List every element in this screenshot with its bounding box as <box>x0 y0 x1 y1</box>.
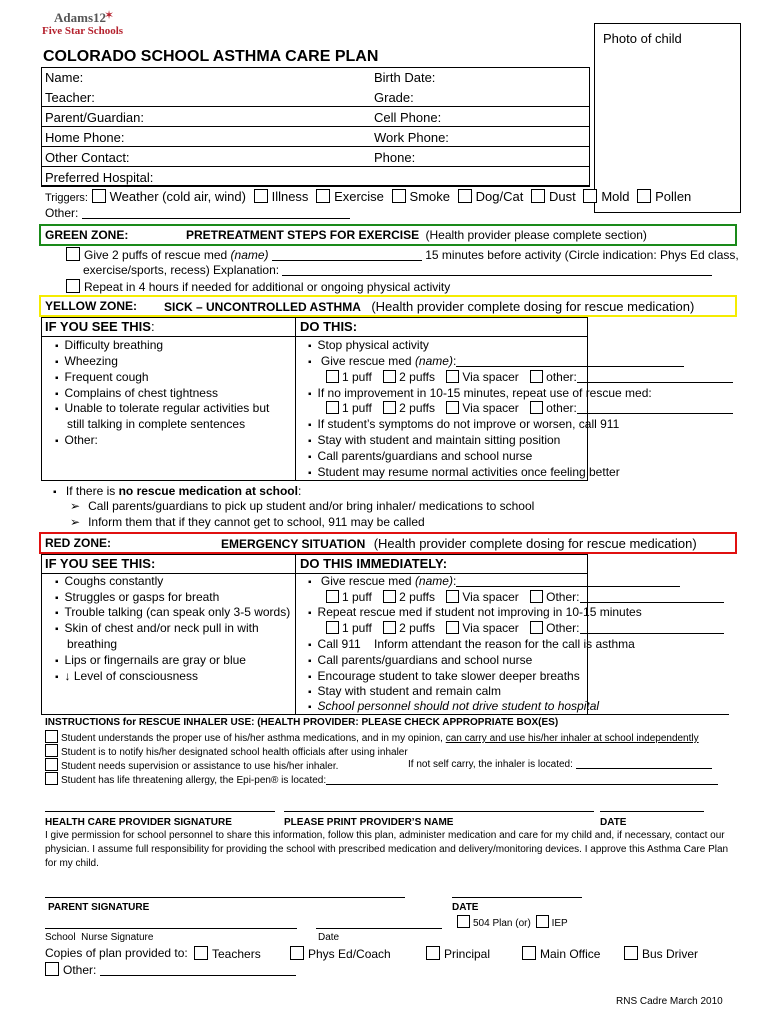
trigger-mold: Mold <box>601 189 630 204</box>
logo <box>40 10 140 42</box>
green-zone-title-row <box>186 228 647 243</box>
checkbox-2-puffs[interactable] <box>383 621 396 634</box>
checkbox-epipen[interactable] <box>45 772 58 785</box>
checkbox-2-puffs[interactable] <box>383 401 396 414</box>
red-2-puffs: 2 puffs <box>399 621 435 635</box>
logo-tagline: Five Star Schools <box>42 25 124 37</box>
checkbox-2-puffs[interactable] <box>383 370 396 383</box>
checkbox-pretreat[interactable] <box>66 247 80 261</box>
red-givemed-colon: : <box>452 574 457 588</box>
checkbox-teachers[interactable] <box>194 946 208 960</box>
provider-date-label: DATE <box>600 817 627 828</box>
grade-label[interactable]: Grade: <box>374 90 414 105</box>
name-label[interactable]: Name: <box>45 70 84 85</box>
footer-text: RNS Cadre March 2010 <box>616 996 723 1007</box>
red-other: Other: <box>546 621 580 635</box>
red-see-item-cont: breathing <box>67 637 118 651</box>
hospital-label[interactable]: Preferred Hospital: <box>45 170 154 185</box>
yellow-do-item: ▪ Student may resume normal activities once feeling better <box>308 465 620 481</box>
instruction-option-1 <box>45 730 699 745</box>
yellow-2-puffs: 2 puffs <box>399 401 435 415</box>
epipen-location-field[interactable] <box>326 774 718 785</box>
copies-teachers-label: Teachers <box>212 947 261 961</box>
nurse-date-label: Date <box>318 932 340 943</box>
checkbox-1-puff[interactable] <box>326 621 339 634</box>
copies-principal-label: Principal <box>444 947 491 961</box>
red-do-item-givemed <box>308 574 680 590</box>
checkbox-main-office[interactable] <box>522 946 536 960</box>
red-see-item: ▪ Struggles or gasps for breath <box>55 590 219 606</box>
yellow-zone-title-row <box>164 298 694 316</box>
instruction-option-2 <box>45 744 408 759</box>
checkbox-copies-other[interactable] <box>45 962 59 976</box>
instruction-4-text: Student has life threatening allergy, the Epi-pen® is located: <box>61 775 327 786</box>
copies-bus-driver <box>624 946 698 962</box>
red-dose-row-2 <box>326 621 724 636</box>
cell-phone-label[interactable]: Cell Phone: <box>374 110 442 125</box>
red-do-item-italic: ▪ School personnel should not drive student to hospital <box>308 699 599 715</box>
copies-other-label: Other: <box>63 963 97 977</box>
triggers-other-field[interactable] <box>82 206 350 219</box>
trigger-dogcat: Dog/Cat <box>475 189 524 204</box>
provider-signature-label: HEALTH CARE PROVIDER SIGNATURE <box>45 817 232 828</box>
yellow-other: other: <box>546 401 577 415</box>
green-line1 <box>66 247 739 263</box>
red-via-spacer: Via spacer <box>462 590 519 604</box>
no-rescue-colon: : <box>297 484 302 498</box>
yellow-see-item: ▪ Complains of chest tightness <box>55 386 218 402</box>
green-med-field[interactable] <box>272 248 422 261</box>
red-other-field[interactable] <box>580 621 724 634</box>
red-see-item: ▪ Trouble talking (can speak only 3-5 words) <box>55 605 290 621</box>
red-med-field[interactable] <box>456 574 680 587</box>
work-phone-label[interactable]: Work Phone: <box>374 130 449 145</box>
checkbox-carry-independently[interactable] <box>45 730 58 743</box>
copies-principal <box>426 946 490 962</box>
yellow-see-header-colon: : <box>150 319 155 334</box>
checkbox-mold[interactable] <box>583 189 597 203</box>
red-do-item: ▪ Call parents/guardians and school nurse <box>308 653 532 669</box>
nurse-signature-line[interactable] <box>45 928 297 929</box>
green-line3-text: Repeat in 4 hours if needed for additional or ongoing physical activity <box>84 280 451 294</box>
yellow-givemed-colon: : <box>452 354 457 368</box>
arrow-item-call-parents: ➢ Call parents/guardians to pick up student and/or bring inhaler/ medications to school <box>70 499 534 514</box>
instruction-1-text: Student understands the proper use of his/her asthma medications, and in my opinion, <box>61 733 446 744</box>
green-line1-text2: 15 minutes before activity (Circle indication: Phys Ed class, <box>425 248 739 262</box>
red-see-item: ▪ Coughs constantly <box>55 574 163 590</box>
yellow-zone-note: (Health provider complete dosing for rescue medication) <box>371 299 695 314</box>
yellow-do-header: DO THIS: <box>300 319 358 334</box>
yellow-other-field[interactable] <box>577 401 733 414</box>
no-rescue-text: If there is <box>65 484 116 498</box>
yellow-via-spacer: Via spacer <box>462 401 519 415</box>
yellow-givemed-text: Give rescue med <box>320 354 412 368</box>
yellow-do-item: ▪ Call parents/guardians and school nurse <box>308 449 532 465</box>
nurse-signature-label: School Nurse Signature <box>45 932 154 943</box>
green-zone-note: (Health provider please complete section) <box>425 228 647 242</box>
instruction-option-3 <box>45 758 338 773</box>
red-see-header: IF YOU SEE THIS: <box>45 556 156 571</box>
red-2-puffs: 2 puffs <box>399 590 435 604</box>
green-explanation-label: exercise/sports, recess) Explanation: <box>83 263 280 277</box>
yellow-other-field[interactable] <box>577 370 733 383</box>
yellow-do-item: ▪ Stay with student and maintain sitting position <box>308 433 560 449</box>
yellow-dose-row-2 <box>326 401 733 416</box>
parent-signature-label: PARENT SIGNATURE <box>48 902 150 913</box>
triggers-row <box>45 189 691 206</box>
yellow-do-item-givemed <box>308 354 684 370</box>
green-line2 <box>83 263 712 278</box>
nurse-date-line[interactable] <box>316 928 442 929</box>
photo-box[interactable] <box>594 23 741 213</box>
provider-signature-line[interactable] <box>45 811 275 812</box>
copies-teachers <box>194 946 261 962</box>
star-icon: ✶ <box>104 8 115 22</box>
yellow-1-puff: 1 puff <box>342 370 372 384</box>
yellow-do-item: ▪ If no improvement in 10-15 minutes, repeat use of rescue med: <box>308 386 652 402</box>
provider-name-label: PLEASE PRINT PROVIDER’S NAME <box>284 817 454 828</box>
trigger-exercise: Exercise <box>334 189 384 204</box>
yellow-via-spacer: Via spacer <box>462 370 519 384</box>
yellow-givemed-name: (name) <box>414 354 453 368</box>
checkbox-notify[interactable] <box>45 744 58 757</box>
home-phone-label[interactable]: Home Phone: <box>45 130 125 145</box>
info-box <box>41 67 590 187</box>
checkbox-repeat[interactable] <box>66 279 80 293</box>
copies-bus-driver-label: Bus Driver <box>642 947 699 961</box>
copies-main-office <box>522 946 600 962</box>
checkbox-other[interactable] <box>530 590 543 603</box>
trigger-weather: Weather (cold air, wind) <box>109 189 246 204</box>
copies-other <box>45 962 296 978</box>
checkbox-other[interactable] <box>530 621 543 634</box>
red-do-item: ▪ Stay with student and remain calm <box>308 684 501 700</box>
iep-label: IEP <box>551 918 568 929</box>
inhaler-location-label: If not self carry, the inhaler is located: <box>408 759 573 770</box>
yellow-dose-row-1 <box>326 370 733 385</box>
yellow-see-item-cont: still talking in complete sentences <box>67 417 246 431</box>
green-line1-name: (name) <box>230 248 269 262</box>
no-rescue-line <box>53 484 301 500</box>
red-dose-row-1 <box>326 590 724 605</box>
parent-label[interactable]: Parent/Guardian: <box>45 110 145 125</box>
red-see-item: ▪ Lips or fingernails are gray or blue <box>55 653 246 669</box>
red-other-field[interactable] <box>580 590 724 603</box>
other-contact-label[interactable]: Other Contact: <box>45 150 130 165</box>
yellow-see-header <box>45 319 155 334</box>
logo-org: Adams12 <box>54 10 107 25</box>
checkbox-principal[interactable] <box>426 946 440 960</box>
yellow-see-item: ▪ Other: <box>55 433 98 449</box>
yellow-do-item: ▪ If student’s symptoms do not improve or worsen, call 911 <box>308 417 619 433</box>
inhaler-location <box>408 758 712 771</box>
checkbox-iep[interactable] <box>536 915 549 928</box>
inhaler-location-field[interactable] <box>576 758 712 769</box>
page-title: COLORADO SCHOOL ASTHMA CARE PLAN <box>43 48 379 65</box>
checkbox-via-spacer[interactable] <box>446 590 459 603</box>
yellow-other: other: <box>546 370 577 384</box>
triggers-other <box>45 206 350 221</box>
red-do-header: DO THIS IMMEDIATELY: <box>300 556 448 571</box>
yellow-med-field[interactable] <box>456 354 684 367</box>
trigger-pollen: Pollen <box>655 189 692 204</box>
copies-other-field[interactable] <box>100 963 296 976</box>
provider-name-line[interactable] <box>284 811 594 812</box>
checkbox-1-puff[interactable] <box>326 370 339 383</box>
red-zone-note: (Health provider complete dosing for rescue medication) <box>373 536 697 551</box>
triggers-other-label: Other: <box>45 206 79 220</box>
instruction-option-4 <box>45 772 718 787</box>
checkbox-1-puff[interactable] <box>326 590 339 603</box>
checkbox-via-spacer[interactable] <box>446 621 459 634</box>
checkbox-phys-ed[interactable] <box>290 946 304 960</box>
yellow-see-item: ▪ Wheezing <box>55 354 118 370</box>
checkbox-other[interactable] <box>530 401 543 414</box>
green-explanation-field[interactable] <box>282 263 712 276</box>
green-line3 <box>66 279 450 295</box>
yellow-2-puffs: 2 puffs <box>399 370 435 384</box>
checkbox-weather[interactable] <box>92 189 106 203</box>
copies-phys-ed <box>290 946 391 962</box>
checkbox-via-spacer[interactable] <box>446 370 459 383</box>
checkbox-other[interactable] <box>530 370 543 383</box>
green-zone-label: GREEN ZONE: <box>45 228 129 242</box>
checkbox-pollen[interactable] <box>637 189 651 203</box>
checkbox-dust[interactable] <box>531 189 545 203</box>
checkbox-smoke[interactable] <box>392 189 406 203</box>
checkbox-504-plan[interactable] <box>457 915 470 928</box>
yellow-do-item: ▪ Stop physical activity <box>308 338 429 354</box>
instruction-3-text: Student needs supervision or assistance to use his/her inhaler. <box>61 761 339 772</box>
plan-504-row <box>457 915 568 930</box>
red-do-item: ▪ Repeat rescue med if student not improving in 10-15 minutes <box>308 605 642 621</box>
red-givemed-text: Give rescue med <box>320 574 412 588</box>
trigger-smoke: Smoke <box>409 189 451 204</box>
checkbox-2-puffs[interactable] <box>383 590 396 603</box>
yellow-zone-label: YELLOW ZONE: <box>45 299 137 313</box>
triggers-label: Triggers: <box>45 192 88 204</box>
checkbox-dogcat[interactable] <box>458 189 472 203</box>
permission-text: I give permission for school personnel to share this information, follow this plan, administer medication and care for my child and, if necessary, contact our physician. I assume full responsibility for providing the school with prescribed medication and delivery/monitoring devices. I approve this Asthma Care Plan for my child. <box>45 830 729 869</box>
red-givemed-name: (name) <box>414 574 453 588</box>
yellow-see-item: ▪ Difficulty breathing <box>55 338 163 354</box>
no-rescue-bold: no rescue medication at school <box>118 484 298 498</box>
copies-label: Copies of plan provided to: <box>45 946 188 960</box>
instruction-1-underlined: can carry and use his/her inhaler at school independently <box>445 733 699 744</box>
red-other: Other: <box>546 590 580 604</box>
parent-date-label: DATE <box>452 902 479 913</box>
trigger-illness: Illness <box>271 189 309 204</box>
yellow-see-item: ▪ Unable to tolerate regular activities but <box>55 401 269 417</box>
green-line1-text: Give 2 puffs of rescue med <box>84 248 228 262</box>
checkbox-via-spacer[interactable] <box>446 401 459 414</box>
red-zone-label: RED ZONE: <box>45 536 111 550</box>
parent-signature-line[interactable] <box>45 897 405 898</box>
yellow-see-header-text: IF YOU SEE THIS <box>45 319 151 334</box>
red-1-puff: 1 puff <box>342 590 372 604</box>
birth-date-label[interactable]: Birth Date: <box>374 70 436 85</box>
checkbox-illness[interactable] <box>254 189 268 203</box>
copies-main-office-label: Main Office <box>540 947 601 961</box>
checkbox-bus-driver[interactable] <box>624 946 638 960</box>
photo-label: Photo of child <box>603 31 682 46</box>
plan-504-label: 504 Plan (or) <box>473 918 531 929</box>
red-see-item: ▪ Skin of chest and/or neck pull in with <box>55 621 259 637</box>
teacher-label[interactable]: Teacher: <box>45 90 95 105</box>
red-zone-title-row <box>221 535 697 553</box>
red-zone-title: EMERGENCY SITUATION <box>221 537 366 551</box>
checkbox-supervision[interactable] <box>45 758 58 771</box>
provider-date-line[interactable] <box>600 811 704 812</box>
instructions-header: INSTRUCTIONS for RESCUE INHALER USE: (HEALTH PROVIDER: PLEASE CHECK APPROPRIATE BOX(ES) <box>45 717 559 728</box>
checkbox-exercise[interactable] <box>316 189 330 203</box>
red-see-item: ▪ ↓ Level of consciousness <box>55 669 198 685</box>
yellow-zone-title: SICK – UNCONTROLLED ASTHMA <box>164 300 361 314</box>
red-1-puff: 1 puff <box>342 621 372 635</box>
checkbox-1-puff[interactable] <box>326 401 339 414</box>
arrow-item-inform: ➢ Inform them that if they cannot get to school, 911 may be called <box>70 515 425 530</box>
parent-date-line[interactable] <box>452 897 582 898</box>
green-zone-title: PRETREATMENT STEPS FOR EXERCISE <box>186 228 420 242</box>
yellow-see-item: ▪ Frequent cough <box>55 370 149 386</box>
trigger-dust: Dust <box>548 189 576 204</box>
red-do-item: ▪ Call 911 Inform attendant the reason for the call is asthma <box>308 637 635 653</box>
red-via-spacer: Via spacer <box>462 621 519 635</box>
instruction-2-text: Student is to notify his/her designated school health officials after using inhaler <box>61 747 408 758</box>
phone-label[interactable]: Phone: <box>374 150 416 165</box>
yellow-1-puff: 1 puff <box>342 401 372 415</box>
red-do-item: ▪ Encourage student to take slower deeper breaths <box>308 669 580 685</box>
copies-phys-ed-label: Phys Ed/Coach <box>308 947 391 961</box>
